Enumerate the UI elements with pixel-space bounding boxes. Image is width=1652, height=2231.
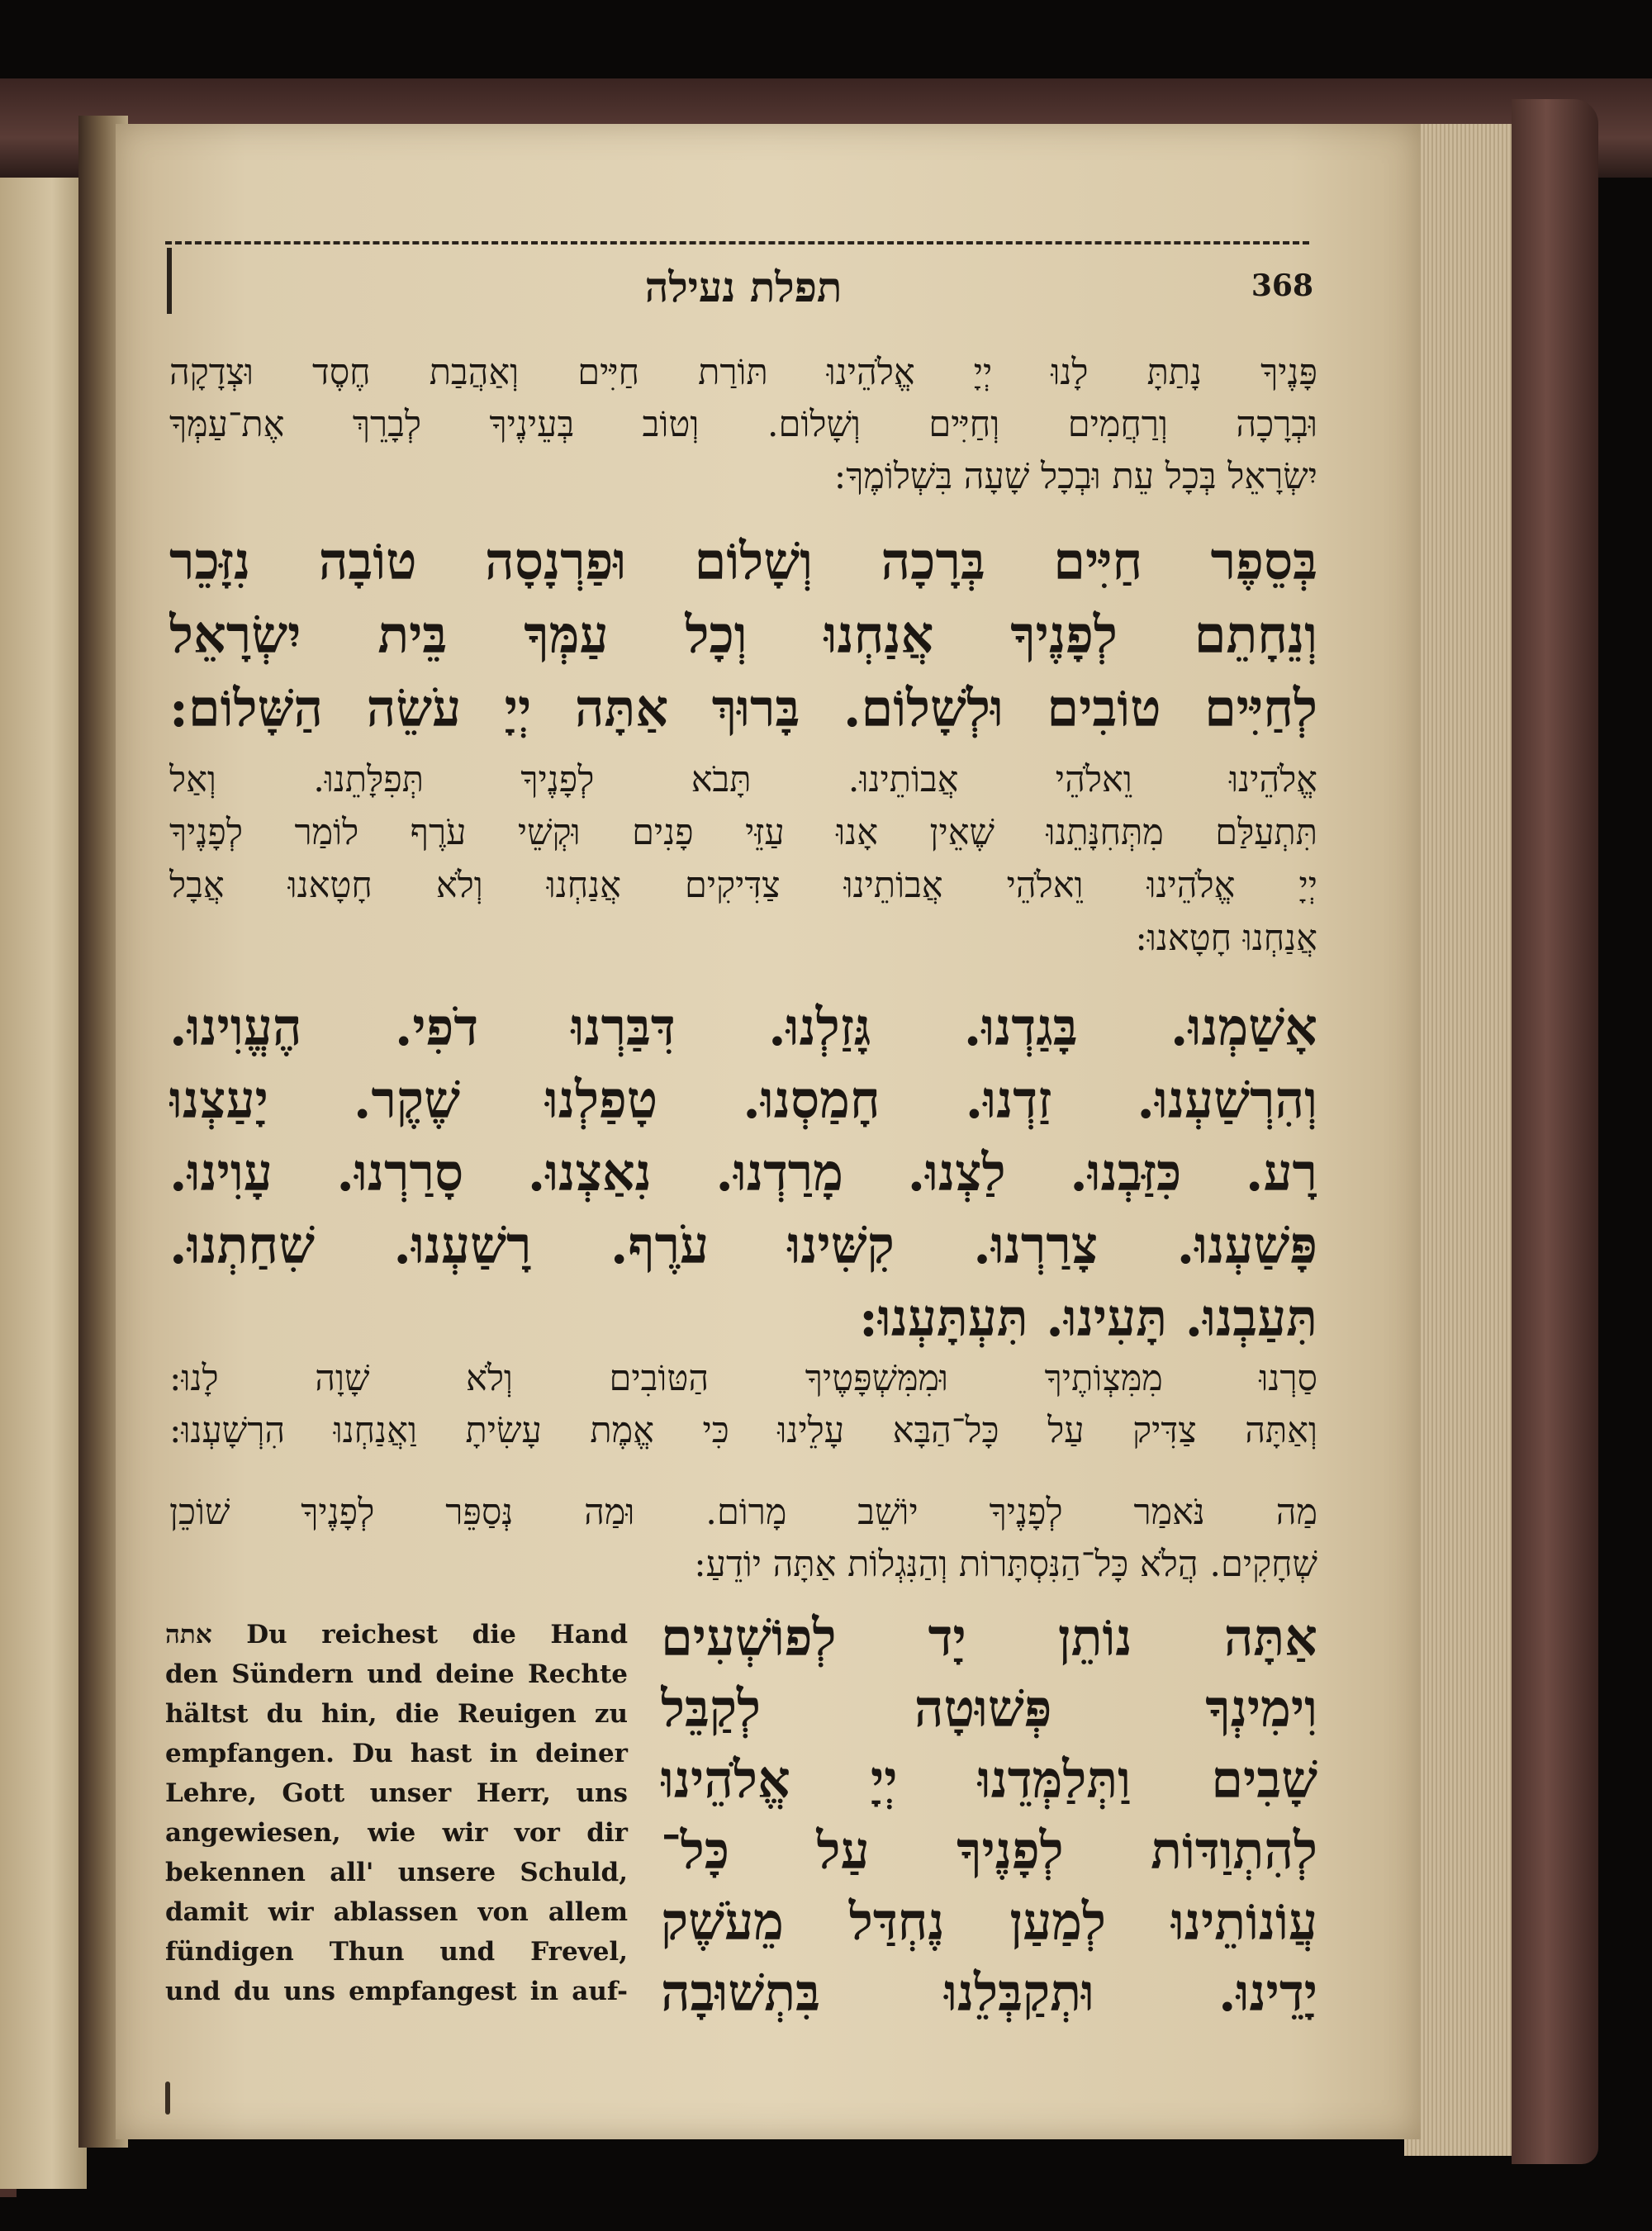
text-line: fündigen Thun und Frevel, [165, 1937, 628, 1967]
text-line: וְנֵחָתֵם לְפָנֶיךָ אֲנַחְנוּ וְכָל עַמְּךָ בֵּית יִשְׂרָאֵל [169, 605, 1317, 665]
hebrew-paragraph-7 [661, 1602, 1317, 2029]
text-line: סַרְנוּ מִמִּצְוֹתֶיךָ וּמִמִּשְׁפָּטֶיךָ הַטּוֹבִים וְלֹא שָׁוָה לָנוּ: [169, 1358, 1317, 1399]
book-cover-right [1512, 99, 1598, 2164]
text-line: אַתָּה נוֹתֵן יָד לְפוֹשְׁעִים [661, 1607, 1317, 1668]
text-line: לְחַיִּים טוֹבִים וּלְשָׁלוֹם. בָּרוּךְ אַתָּה יְיָ עֹשֵׂה הַשָּׁלוֹם: [169, 678, 1317, 738]
text-line: שְׁחָקִים. הֲלֹא כָּל־הַנִּסְתָּרוֹת וְהַנִּגְלוֹת אַתָּה יוֹדֵעַ: [694, 1544, 1317, 1585]
german-translation [165, 1615, 628, 2011]
text-line: den Sündern und deine Rechte [165, 1659, 628, 1689]
text-line: תִּתְעַלַּם מִתְּחִנָּתֵנוּ שֶׁאֵין אָנוּ עַזֵּי פָנִים וּקְשֵׁי עֹרֶף לוֹמַר לְפָנֶיךָ [169, 812, 1317, 853]
text-line: פָּשַׁעְנוּ. צָרַרְנוּ. קִשִּׁינוּ עֹרֶף. רָשַׁעְנוּ. שִׁחַתְנוּ. [169, 1215, 1317, 1275]
left-facing-page [0, 124, 87, 2189]
text-line: וְאַתָּה צַדִּיק עַל כָּל־הַבָּא עָלֵינוּ כִּי אֱמֶת עָשִׂיתָ וַאֲנַחְנוּ הִרְשָׁעְנוּ: [169, 1410, 1317, 1451]
header-rule [165, 241, 1309, 244]
text-line: אתה Du reichest die Hand [165, 1620, 628, 1650]
hebrew-confession-paragraph [169, 991, 1317, 1355]
text-line: וּבְרָכָה וְרַחֲמִים וְחַיִּים וְשָׁלוֹם. וְטוֹב בְּעֵינֶיךָ לְבָרֵךְ אֶת־עַמְּךָ [169, 404, 1317, 445]
page-title: תפלת נעילה [644, 263, 843, 311]
text-line: בְּסֵפֶר חַיִּים בְּרָכָה וְשָׁלוֹם וּפַרְנָסָה טוֹבָה נִזָּכֵר [169, 531, 1317, 591]
text-line: אֱלֹהֵינוּ וֵאלֹהֵי אֲבוֹתֵינוּ. תָּבֹא לְפָנֶיךָ תְּפִלָּתֵנוּ. וְאַל [169, 759, 1317, 800]
text-line: אֲנַחְנוּ חָטָאנוּ: [1135, 918, 1317, 959]
hebrew-paragraph-6 [169, 1487, 1317, 1591]
text-line: שָׁבִים וַתְּלַמְּדֵנוּ יְיָ אֱלֹהֵינוּ [661, 1749, 1317, 1810]
text-line: angewiesen, wie wir vor dir [165, 1818, 628, 1848]
hebrew-paragraph-2 [169, 525, 1317, 745]
hebrew-paragraph-5 [169, 1353, 1317, 1457]
text-line: וְהִרְשַׁעְנוּ. זַדְנוּ. חָמַסְנוּ. טָפַלְנוּ שֶׁקֶר. יָעַצְנוּ [169, 1070, 1317, 1130]
text-line: bekennen all' unsere Schuld, [165, 1858, 628, 1887]
text-line: יְיָ אֱלֹהֵינוּ וֵאלֹהֵי אֲבוֹתֵינוּ צַדִּיקִים אֲנַחְנוּ וְלֹא חָטָאנוּ אֲבָל [169, 865, 1317, 906]
text-line: empfangen. Du hast in deiner [165, 1739, 628, 1768]
text-line: hältst du hin, die Reuigen zu [165, 1699, 628, 1729]
hebrew-paragraph-3 [169, 753, 1317, 965]
text-line: יָדֵינוּ. וּתְקַבְּלֵנוּ בִּתְשׁוּבָה [661, 1963, 1317, 2023]
text-line: עֲוֹנוֹתֵינוּ לְמַעַן נֶחְדַּל מֵעֹשֶׁק [661, 1892, 1317, 1952]
text-line: וִימִינְךָ פְּשׁוּטָה לְקַבֵּל [661, 1678, 1317, 1739]
text-line: und du uns empfangest in auf- [165, 1977, 628, 2006]
text-line: אָשַׁמְנוּ. בָּגַדְנוּ. גָּזַלְנוּ. דִּבַּרְנוּ דֹפִי. הֶעֱוִינוּ. [169, 997, 1317, 1057]
text-line: תִּעַבְנוּ. תָּעִינוּ. תִּעְתָּעְנוּ: [858, 1288, 1317, 1348]
text-line: רָע. כִּזַּבְנוּ. לַצְנוּ. מָרַדְנוּ. נִאַצְנוּ. סָרַרְנוּ. עָוִינוּ. [169, 1142, 1317, 1203]
text-line: damit wir ablassen von allem [165, 1897, 628, 1927]
ink-mark [165, 2081, 170, 2115]
page-number: 368 [1251, 268, 1313, 303]
hebrew-paragraph-1 [169, 347, 1317, 503]
text-line: פָּנֶיךָ נָתַתָּ לָנוּ יְיָ אֱלֹהֵינוּ תּוֹרַת חַיִּים וְאַהֲבַת חֶסֶד וּצְדָקָה [169, 352, 1317, 393]
text-line: יִשְׂרָאֵל בְּכָל עֵת וּבְכָל שָׁעָה בִּשְׁלוֹמֶךָ: [833, 456, 1317, 497]
corner-mark [167, 248, 172, 314]
text-line: Lehre, Gott unser Herr, uns [165, 1778, 628, 1808]
text-line: מַה נֹּאמַר לְפָנֶיךָ יוֹשֵׁב מָרוֹם. וּמַה נְּסַפֵּר לְפָנֶיךָ שׁוֹכֵן [169, 1492, 1317, 1533]
text-line: לְהִתְוַדּוֹת לְפָנֶיךָ עַל כָּל־ [661, 1820, 1317, 1881]
